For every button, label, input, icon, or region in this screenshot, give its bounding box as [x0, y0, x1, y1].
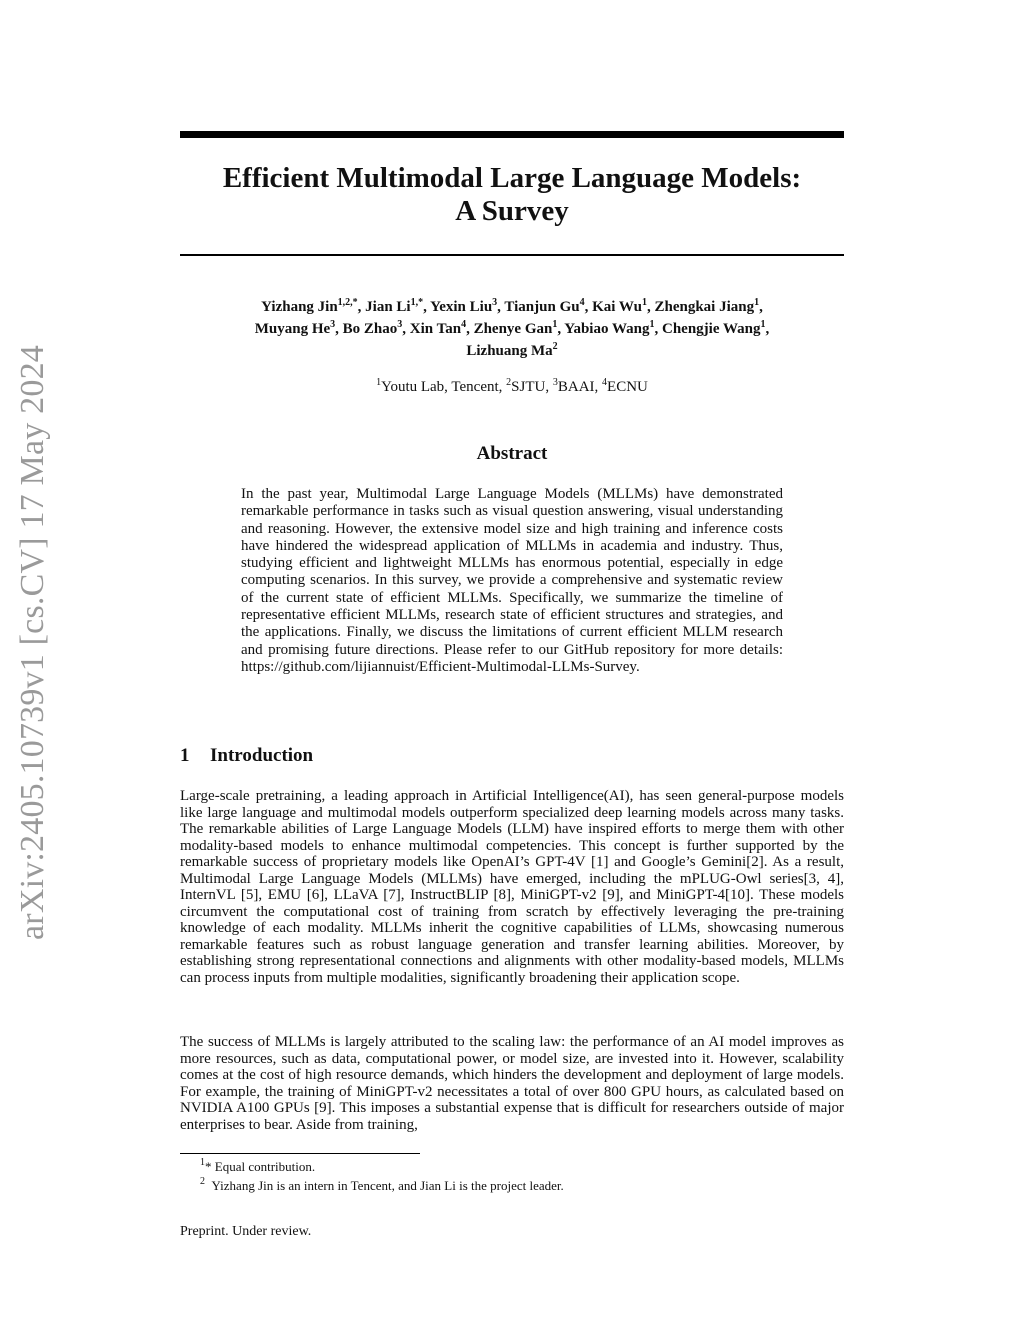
page-footer: Preprint. Under review.	[180, 1224, 312, 1239]
paper-title	[180, 162, 844, 228]
author-affiliation-mark: 1	[754, 297, 760, 308]
author-name: Yabiao Wang	[564, 321, 650, 337]
footnote	[200, 1157, 840, 1176]
author-affiliation-mark: 1	[649, 319, 655, 330]
affiliations	[180, 377, 844, 397]
author-name: Xin Tan	[409, 321, 462, 337]
footnote-text: * Equal contribution.	[205, 1159, 316, 1174]
author-name: Chengjie Wang	[661, 321, 761, 337]
abstract-heading: Abstract	[476, 443, 548, 464]
author-name: Yexin Liu	[430, 299, 493, 315]
author-affiliation-mark: 4	[579, 297, 585, 308]
footnote-rule	[180, 1153, 420, 1154]
arxiv-identifier-stamp: arXiv:2405.10739v1 [cs.CV] 17 May 2024	[14, 345, 51, 940]
author-name: Bo Zhao	[342, 321, 398, 337]
affiliation-text: ECNU	[607, 379, 648, 395]
affiliation-text: SJTU,	[511, 379, 553, 395]
author-affiliation-mark: 3	[330, 319, 336, 330]
title-line-1: Efficient Multimodal Large Language Models:	[222, 162, 802, 194]
author-line-3	[180, 340, 844, 362]
author-name: Muyang He	[254, 321, 331, 337]
author-list	[180, 296, 844, 362]
title-line-2: A Survey	[455, 195, 569, 227]
affiliation-mark: 1	[376, 377, 382, 388]
section-number: 1	[180, 745, 190, 766]
author-name: Lizhuang Ma	[466, 343, 553, 359]
author-affiliation-mark: 1,2,*	[337, 297, 358, 308]
affiliation-text: Youtu Lab, Tencent,	[381, 379, 507, 395]
section-title: Introduction	[210, 745, 314, 766]
author-affiliation-mark: 3	[397, 319, 403, 330]
affiliation-text: BAAI,	[557, 379, 603, 395]
author-affiliation-mark: 3	[492, 297, 498, 308]
author-name: Tianjun Gu	[504, 299, 580, 315]
affiliation-mark: 4	[602, 377, 608, 388]
affiliation-mark: 2	[506, 377, 512, 388]
author-affiliation-mark: 1	[641, 297, 647, 308]
author-affiliation-mark: 1	[552, 319, 558, 330]
affiliation-mark: 3	[552, 377, 558, 388]
author-affiliation-mark: 2	[552, 341, 558, 352]
author-affiliation-mark: 1,*	[410, 297, 424, 308]
footnote-text: Yizhang Jin is an intern in Tencent, and Jian Li is the project leader.	[211, 1178, 564, 1193]
author-name: Zhengkai Jiang	[654, 299, 755, 315]
title-top-rule	[180, 131, 844, 138]
footnotes	[200, 1157, 840, 1195]
author-line-1: Yizhang Jin$^{1,2,*}$, Jian $Li^{1,*}$, Yexin Liu$^3$, Tianjun Gu$^4$, Kai Wu$^1$, Zhengkai Jiang$^1$,	[261, 297, 763, 315]
section-heading	[180, 745, 313, 767]
body-paragraph: The success of MLLMs is largely attributed to the scaling law: the performance of an AI model improves as more resources, such as data, computational power, or model size, are invested into it. However, scalability comes at the cost of high resource demands, which hinders the development and deployment of large models. For example, the training of MiniGPT-v2 necessitates a total of over 800 GPU hours, as calculated based on NVIDIA A100 GPUs [9]. This imposes a substantial expense that is difficult for researchers outside of major enterprises to bear. Aside from training,	[180, 1034, 844, 1133]
author-name: Zhenye Gan	[473, 321, 553, 337]
footnote-mark: 1	[200, 1157, 205, 1168]
author-line-2: Muyang He$^3$, Bo Zhao$^3$, Xin Tan$^4$, Zhenye Gan$^1$, Yabiao Wang$^1$, Chengjie Wang$^1$,	[254, 319, 770, 337]
author-name: Jian Li	[365, 299, 411, 315]
footnote	[200, 1176, 840, 1195]
title-bottom-rule	[180, 254, 844, 256]
author-affiliation-mark: 1	[760, 319, 766, 330]
body-paragraph: Large-scale pretraining, a leading approach in Artificial Intelligence(AI), has seen general-purpose models like large language and multimodal models outperform specialized deep learning models across many tasks. The remarkable abilities of Large Language Models (LLM) have inspired efforts to merge them with other modality-based models to enhance multimodal competencies. This concept is further supported by the remarkable success of proprietary models like OpenAI’s GPT-4V [1] and Google’s Gemini[2]. As a result, Multimodal Large Language Models (MLLMs) have emerged, including the mPLUG-Owl series[3, 4], InternVL [5], EMU [6], LLaVA [7], InstructBLIP [8], MiniGPT-v2 [9], and MiniGPT-4[10]. These models circumvent the computational cost of training from scratch by effectively leveraging the pre-training knowledge of each modality. MLLMs inherit the cognitive capabilities of LLMs, showcasing numerous remarkable features such as robust language generation and transfer learning abilities. Moreover, by establishing strong representational connections and alignments with other modality-based models, MLLMs can process inputs from multiple modalities, significantly broadening their application scope.	[180, 788, 844, 986]
author-name: Yizhang Jin	[261, 299, 338, 315]
abstract-body: In the past year, Multimodal Large Language Models (MLLMs) have demonstrated remarkable performance in tasks such as visual question answering, visual understanding and reasoning. However, the extensive model size and high training and inference costs have hindered the widespread application of MLLMs in academia and industry. Thus, studying efficient and lightweight MLLMs has enormous potential, especially in edge computing scenarios. In this survey, we provide a comprehensive and systematic review of the current state of efficient MLLMs. Specifically, we summarize the timeline of representative efficient MLLMs, research state of efficient structures and strategies, and the applications. Finally, we discuss the limitations of current efficient MLLM research and promising future directions. Please refer to our GitHub repository for more details: https://github.com/lijiannuist/Efficient-Multimodal-LLMs-Survey.	[241, 486, 783, 675]
author-name: Kai Wu	[592, 299, 642, 315]
footnote-mark: 2	[200, 1176, 205, 1187]
author-affiliation-mark: 4	[461, 319, 467, 330]
